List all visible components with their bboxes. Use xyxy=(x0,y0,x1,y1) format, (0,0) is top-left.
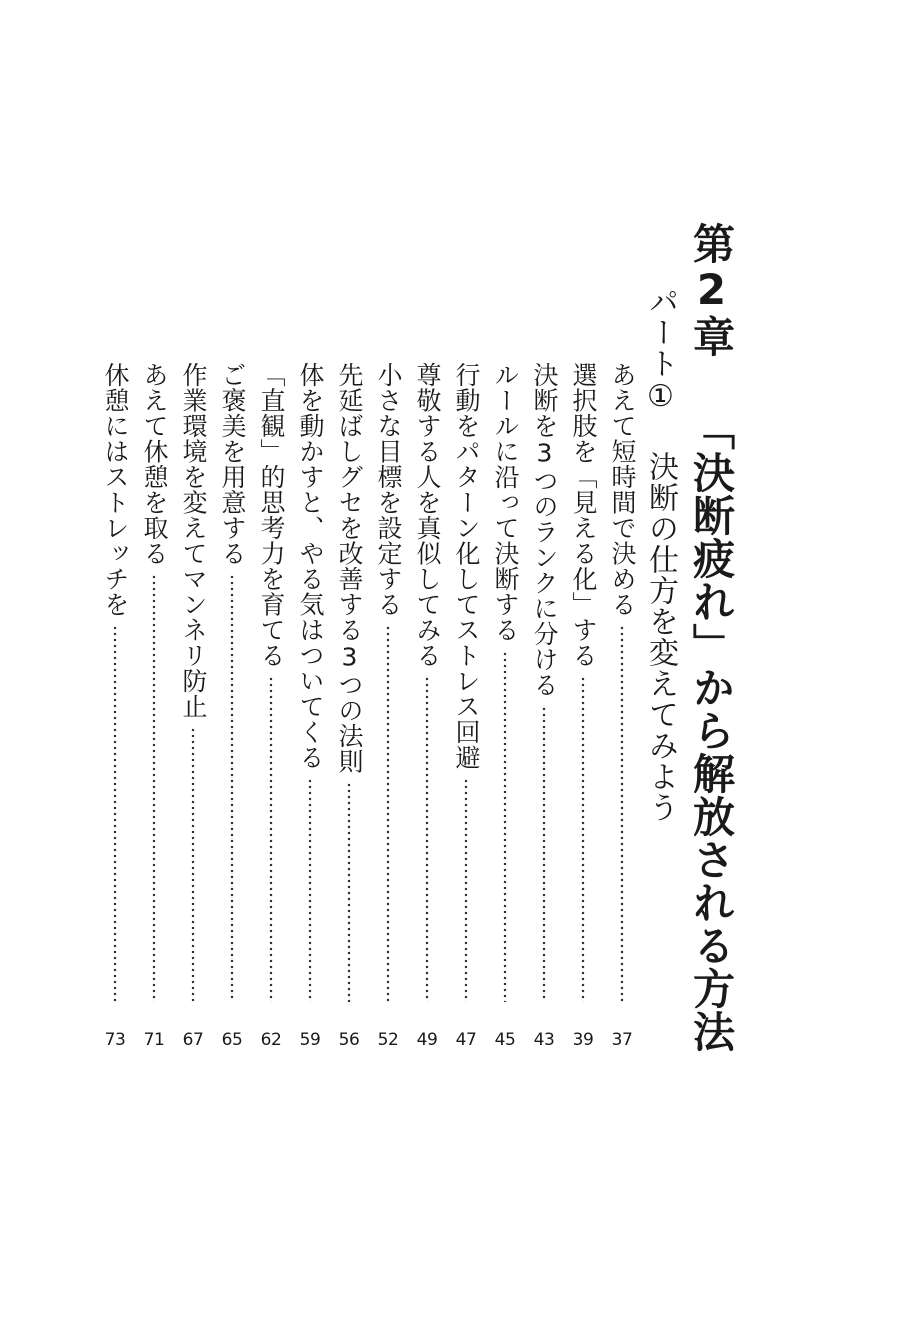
toc-entry-label: 体を動かすと、やる気はついてくる xyxy=(296,362,325,770)
toc-entry-label: 休憩にはストレッチを xyxy=(101,362,130,617)
dot-leader xyxy=(620,625,624,1002)
toc-page-number: 49 xyxy=(416,1030,438,1050)
toc-page-number: 52 xyxy=(377,1030,399,1050)
toc-entry[interactable] xyxy=(488,362,522,1054)
toc-page-number: 45 xyxy=(494,1030,516,1050)
chapter-title: 第2章 「決断疲れ」から解放される方法 xyxy=(687,222,736,1053)
dot-leader xyxy=(152,574,156,1002)
toc-entry[interactable] xyxy=(527,362,561,1054)
toc-entry-label: 先延ばしグセを改善する3つの法則 xyxy=(335,362,364,774)
dot-leader xyxy=(542,706,546,1003)
toc-page-number: 62 xyxy=(260,1030,282,1050)
dot-leader xyxy=(347,782,351,1002)
dot-leader xyxy=(269,676,273,1002)
dot-leader xyxy=(191,727,195,1002)
toc-page-number: 65 xyxy=(221,1030,243,1050)
toc-entry-label: 行動をパターン化してストレス回避 xyxy=(452,362,481,770)
toc-page-number: 47 xyxy=(455,1030,477,1050)
toc-entry-label: 決断を3つのランクに分ける xyxy=(530,362,559,698)
toc-entry[interactable] xyxy=(98,362,132,1054)
toc-entry-label: 作業環境を変えてマンネリ防止 xyxy=(179,362,208,719)
toc-entry-label: ご褒美を用意する xyxy=(218,362,247,566)
dot-leader xyxy=(230,574,234,1002)
toc-entry[interactable] xyxy=(566,362,600,1054)
dot-leader xyxy=(308,778,312,1002)
toc-entry[interactable] xyxy=(332,362,366,1054)
toc-entry-label: あえて短時間で決める xyxy=(608,362,637,617)
toc-page-number: 37 xyxy=(611,1030,633,1050)
toc-entry[interactable] xyxy=(605,362,639,1054)
toc-entry[interactable] xyxy=(293,362,327,1054)
part-title: パート① 決断の仕方を変えてみよう xyxy=(643,286,678,823)
dot-leader xyxy=(581,676,585,1002)
toc-entry[interactable] xyxy=(137,362,171,1054)
toc-entry-label: 「直観」的思考力を育てる xyxy=(257,362,286,668)
toc-entry[interactable] xyxy=(449,362,483,1054)
toc-entry-label: 小さな目標を設定する xyxy=(374,362,403,617)
dot-leader xyxy=(386,625,390,1002)
toc-entry-label: あえて休憩を取る xyxy=(140,362,169,566)
toc-page-number: 43 xyxy=(533,1030,555,1050)
toc-page-number: 71 xyxy=(143,1030,165,1050)
toc-entry[interactable] xyxy=(176,362,210,1054)
toc-page-number: 67 xyxy=(182,1030,204,1050)
toc-entry[interactable] xyxy=(371,362,405,1054)
toc-page-number: 39 xyxy=(572,1030,594,1050)
dot-leader xyxy=(425,676,429,1002)
toc-page-number: 56 xyxy=(338,1030,360,1050)
toc-entry[interactable] xyxy=(254,362,288,1054)
dot-leader xyxy=(464,778,468,1002)
dot-leader xyxy=(113,625,117,1002)
toc-entry-label: 尊敬する人を真似してみる xyxy=(413,362,442,668)
toc-entry[interactable] xyxy=(215,362,249,1054)
toc-page-number: 59 xyxy=(299,1030,321,1050)
dot-leader xyxy=(503,651,507,1003)
toc-page-number: 73 xyxy=(104,1030,126,1050)
toc-entry-label: 選択肢を「見える化」する xyxy=(569,362,598,668)
toc-entry-label: ルールに沿って決断する xyxy=(491,362,520,643)
toc-entry[interactable] xyxy=(410,362,444,1054)
